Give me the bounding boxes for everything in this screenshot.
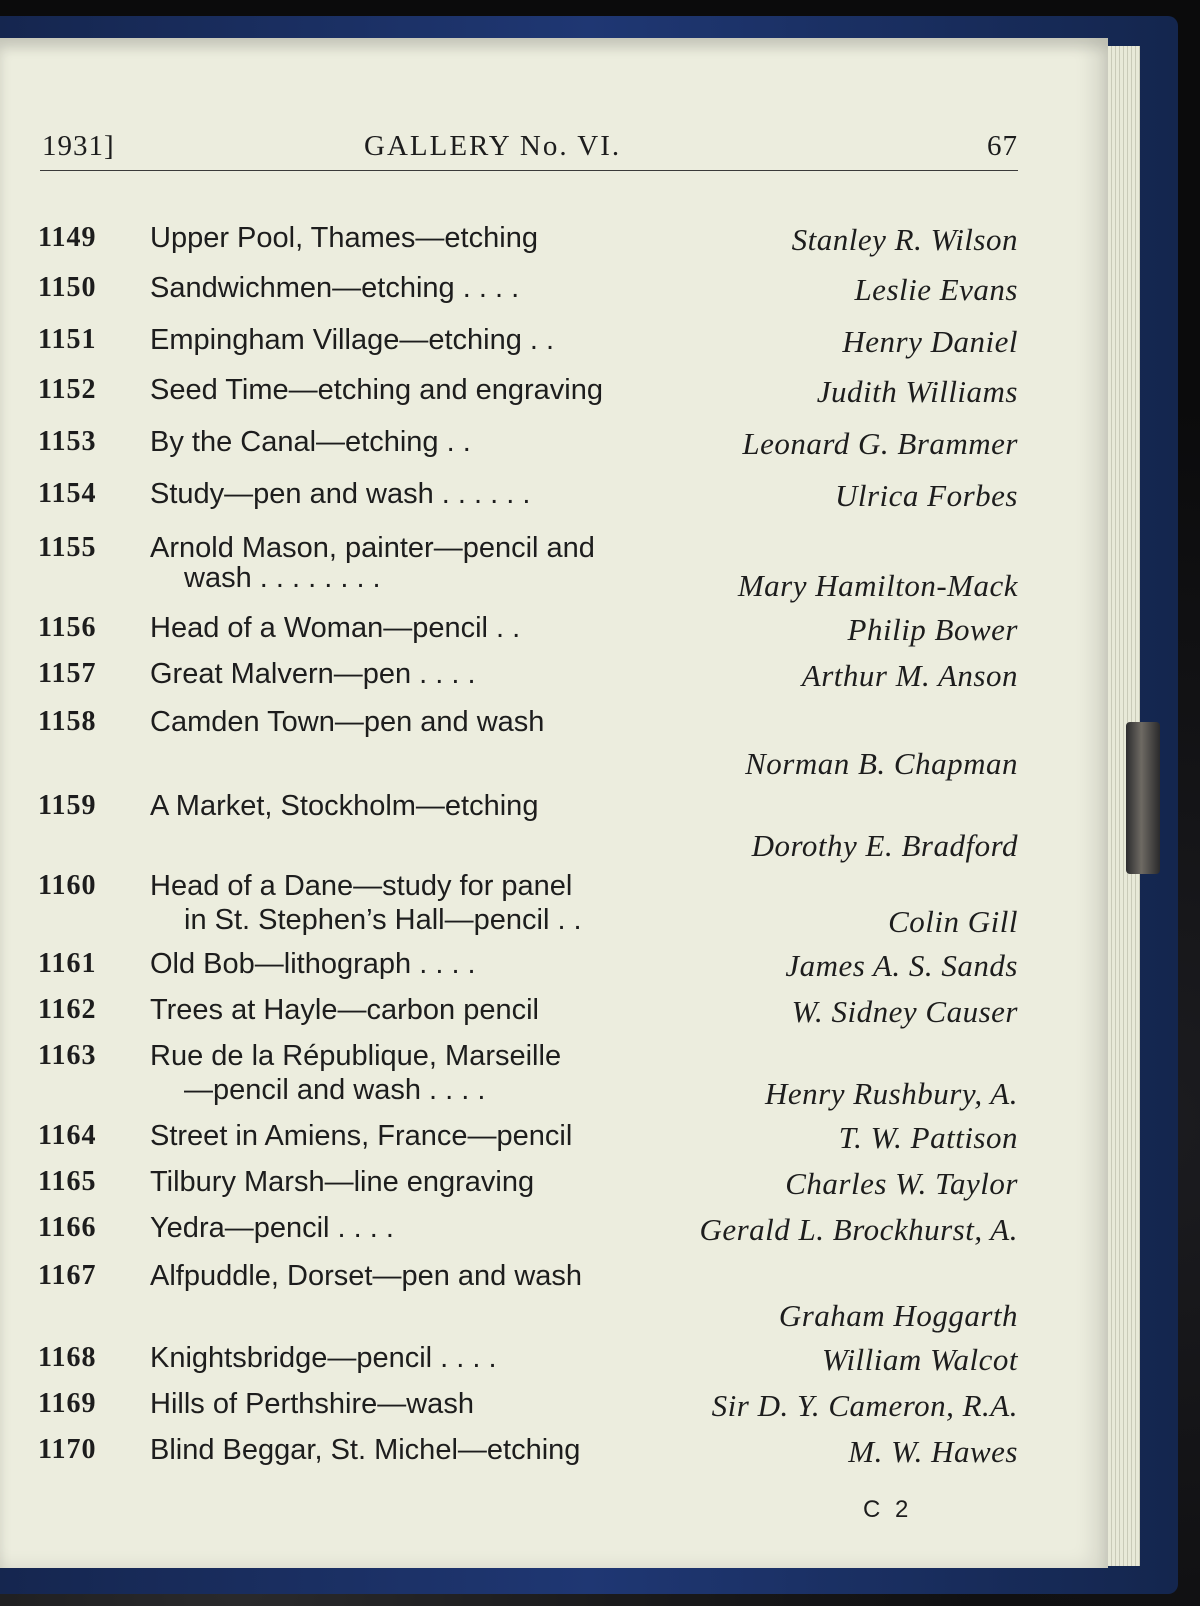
entry-artist: Ulrica Forbes — [834, 478, 1018, 513]
entry-number: 1165 — [38, 1166, 97, 1197]
entry-artist: Judith Williams — [816, 374, 1018, 409]
catalogue-entry — [0, 426, 1108, 486]
entry-title: Arnold Mason, painter—pencil and — [150, 532, 595, 564]
running-head — [40, 130, 1018, 171]
entry-title: A Market, Stockholm—etching — [150, 790, 539, 822]
entry-artist: Leslie Evans — [854, 272, 1018, 307]
entry-number: 1168 — [38, 1342, 97, 1373]
catalogue-entry — [0, 272, 1108, 332]
entry-title: Yedra—pencil . . . . — [150, 1212, 394, 1244]
catalogue-entry — [0, 532, 1108, 603]
entry-artist: Dorothy E. Bradford — [751, 828, 1018, 863]
catalogue-entry — [0, 1260, 1108, 1333]
entry-title: Alfpuddle, Dorset—pen and wash — [150, 1260, 583, 1292]
entry-title: Camden Town—pen and wash — [150, 706, 545, 738]
entry-number: 1153 — [38, 426, 97, 457]
entry-number: 1169 — [38, 1388, 97, 1419]
header-year: 1931] — [42, 130, 115, 162]
entry-number: 1158 — [38, 706, 97, 737]
catalogue-entry — [0, 790, 1108, 863]
entry-number: 1167 — [38, 1260, 97, 1291]
entry-artist: Norman B. Chapman — [745, 746, 1018, 781]
catalogue-entry — [0, 1434, 1108, 1494]
entry-title: Hills of Perthshire—wash — [150, 1388, 474, 1420]
entry-artist: T. W. Pattison — [838, 1120, 1018, 1155]
entry-artist: W. Sidney Causer — [791, 994, 1018, 1029]
entry-artist: Gerald L. Brockhurst, A. — [699, 1212, 1018, 1247]
catalogue-entry — [0, 1040, 1108, 1111]
catalogue-entry — [0, 374, 1108, 434]
entry-number: 1159 — [38, 790, 97, 821]
catalogue-entry — [0, 706, 1108, 781]
entry-artist: Philip Bower — [847, 612, 1018, 647]
entry-title: Head of a Woman—pencil . . — [150, 612, 521, 644]
entry-title: Trees at Hayle—carbon pencil — [150, 994, 539, 1026]
entry-number: 1151 — [38, 324, 97, 355]
entry-number: 1160 — [38, 870, 97, 901]
entry-artist: Mary Hamilton-Mack — [737, 568, 1018, 603]
entry-number: 1149 — [38, 222, 97, 253]
book-clasp — [1126, 722, 1160, 874]
catalogue-entry — [0, 870, 1108, 939]
entry-artist: Charles W. Taylor — [785, 1166, 1018, 1201]
entry-number: 1161 — [38, 948, 97, 979]
entry-title-continued: in St. Stephen’s Hall—pencil . . — [184, 904, 582, 936]
entry-number: 1152 — [38, 374, 97, 405]
entry-artist: Graham Hoggarth — [778, 1298, 1018, 1333]
entry-number: 1164 — [38, 1120, 97, 1151]
catalogue-entry — [0, 478, 1108, 538]
entry-title: Blind Beggar, St. Michel—etching — [150, 1434, 581, 1466]
entry-artist: M. W. Hawes — [848, 1434, 1018, 1469]
entry-artist: Sir D. Y. Cameron, R.A. — [711, 1388, 1018, 1423]
entry-title: Seed Time—etching and engraving — [150, 374, 604, 406]
entry-number: 1150 — [38, 272, 97, 303]
entry-artist: Stanley R. Wilson — [791, 222, 1018, 257]
entry-title-continued: —pencil and wash . . . . — [184, 1074, 486, 1106]
page-title: GALLERY No. VI. — [364, 130, 622, 162]
entry-artist: Leonard G. Brammer — [742, 426, 1018, 461]
entry-artist: William Walcot — [821, 1342, 1018, 1377]
entry-title: Empingham Village—etching . . — [150, 324, 555, 356]
entry-number: 1156 — [38, 612, 97, 643]
entry-title: Old Bob—lithograph . . . . — [150, 948, 476, 980]
entry-title-continued: wash . . . . . . . . — [184, 562, 381, 594]
entry-number: 1157 — [38, 658, 97, 689]
entry-artist: James A. S. Sands — [785, 948, 1018, 983]
page-number: 67 — [987, 130, 1018, 162]
book-page — [0, 38, 1108, 1568]
entry-title: Study—pen and wash . . . . . . — [150, 478, 531, 510]
entry-artist: Colin Gill — [888, 904, 1018, 939]
signature-mark: C 2 — [863, 1496, 913, 1523]
entry-title: Sandwichmen—etching . . . . — [150, 272, 520, 304]
entry-artist: Arthur M. Anson — [801, 658, 1018, 693]
entry-number: 1166 — [38, 1212, 97, 1243]
entry-title: Great Malvern—pen . . . . — [150, 658, 476, 690]
entry-artist: Henry Rushbury, A. — [765, 1076, 1018, 1111]
entry-title: Upper Pool, Thames—etching — [150, 222, 538, 254]
entry-number: 1170 — [38, 1434, 97, 1465]
entry-artist: Henry Daniel — [842, 324, 1018, 359]
entry-title: Head of a Dane—study for panel — [150, 870, 573, 902]
entry-title: Knightsbridge—pencil . . . . — [150, 1342, 497, 1374]
entry-number: 1154 — [38, 478, 97, 509]
entry-number: 1163 — [38, 1040, 97, 1071]
entry-title: Rue de la République, Marseille — [150, 1040, 562, 1072]
entry-number: 1155 — [38, 532, 97, 563]
entry-title: Tilbury Marsh—line engraving — [150, 1166, 535, 1198]
entry-title: Street in Amiens, France—pencil — [150, 1120, 573, 1152]
entry-number: 1162 — [38, 994, 97, 1025]
entry-title: By the Canal—etching . . — [150, 426, 471, 458]
